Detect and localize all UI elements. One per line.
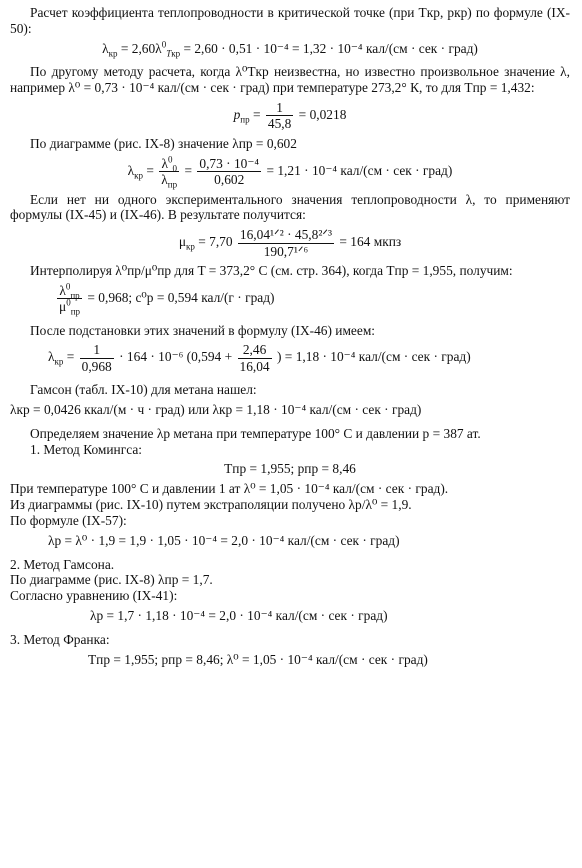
para-9: При температуре 100° С и давлении 1 ат λ⁰ = 1,05 · 10⁻⁴ кал/(см · сек · град). (10, 481, 449, 497)
eq-4: $\mu_{кр} = 7,70$ $\frac{\text{16,04¹ᐟ² · 45,8²ᐟ³}}{\text{190,7¹ᐟ⁶}}$ = 164 мкпз (178, 227, 402, 259)
page (10, 0, 570, 667)
eq-10: λp = 1,7 · 1,18 · 10⁻⁴ = 2,0 · 10⁻⁴ кал/(см · сек · град) (90, 607, 388, 623)
para-8: Определяем значение λp метана при температуре 100° С и давлении p = 387 ат. (30, 425, 481, 441)
eq-6: $\lambda_{кр}$ = $\frac{1}{0,968}$ · 164 · 10⁻⁶ (0,594 + $\frac{2,46}{16,04}$ ) = 1,18 · 10⁻⁴ кал/(см · сек · град) (48, 342, 471, 374)
para-9c: По формуле (IX-57): (10, 512, 127, 528)
eq-2: $p_{пр}$ = $\frac{1}{45,8}$ = 0,0218 (233, 100, 347, 132)
para-2: По другому методу расчета, когда λ⁰Tкр неизвестна, но известно произвольное значение λ, например λ⁰ = 0,73 · 10⁻⁴ кал/(см · сек · град) при температуре 273,2° К, то для Tпр = 1,432: (10, 64, 570, 96)
para-3: По диаграмме (рис. IX-8) значение λпр = 0,602 (30, 135, 297, 151)
heading-2: 2. Метод Гамсона. (10, 556, 115, 572)
eq-7: λкр = 0,0426 ккал/(м · ч · град) или λкр = 1,18 · 10⁻⁴ кал/(см · сек · град) (10, 402, 422, 417)
eq-11: Tпр = 1,955; pпр = 8,46; λ⁰ = 1,05 · 10⁻⁴ кал/(см · сек · град) (88, 651, 428, 667)
para-7: Гамсон (табл. IX-10) для метана нашел: (30, 382, 257, 398)
para-10b: Согласно уравнению (IX-41): (10, 588, 178, 604)
eq-1: $\lambda_{кр} = 2,60\lambda^0_{Tкр} = 2,60 \cdot 0,51 \cdot 10^{-4} = 1,32 \cdot 10^{-4}$ кал/(см · сек · град) (102, 39, 478, 59)
para-6: После подстановки этих значений в формулу (IX-46) имеем: (30, 322, 376, 338)
para-1: Расчет коэффициента теплопроводности в критической точке (при Tкр, pкр) по формуле (IX-50): (10, 5, 570, 36)
eq-3: $\lambda_{кр}$ = $\frac{\lambda^0_0}{\lambda_{пр}}$ = $\frac{\text{0,73 · 10⁻⁴}}{0,602}$ = 1,21 · 10⁻⁴ кал/(см · сек · град) (127, 154, 453, 190)
heading-1: 1. Метод Комингса: (30, 441, 142, 457)
eq-9: λp = λ⁰ · 1,9 = 1,9 · 1,05 · 10⁻⁴ = 2,0 · 10⁻⁴ кал/(см · сек · град) (48, 532, 400, 548)
para-5: Интерполируя λ⁰пр/μ⁰пр для T = 373,2° С (см. стр. 364), когда Tпр = 1,955, получим: (30, 262, 513, 278)
eq-5: $\frac{\lambda^0_{пр}}{\mu^0_{пр}}$ = 0,968; c⁰p = 0,594 кал/(г · град) (59, 281, 275, 317)
para-10: По диаграмме (рис. IX-8) λпр = 1,7. (10, 572, 213, 588)
para-4: Если нет ни одного экспериментального значения теплопроводности λ, то применяют формулы (IX-45) и (IX-46). В результате получится: (10, 191, 570, 223)
para-9b: Из диаграммы (рис. IX-10) путем экстраполяции получено λp/λ⁰ = 1,9. (10, 497, 412, 513)
eq-8: Tпр = 1,955; pпр = 8,46 (224, 461, 356, 477)
heading-3: 3. Метод Франка: (10, 631, 110, 647)
